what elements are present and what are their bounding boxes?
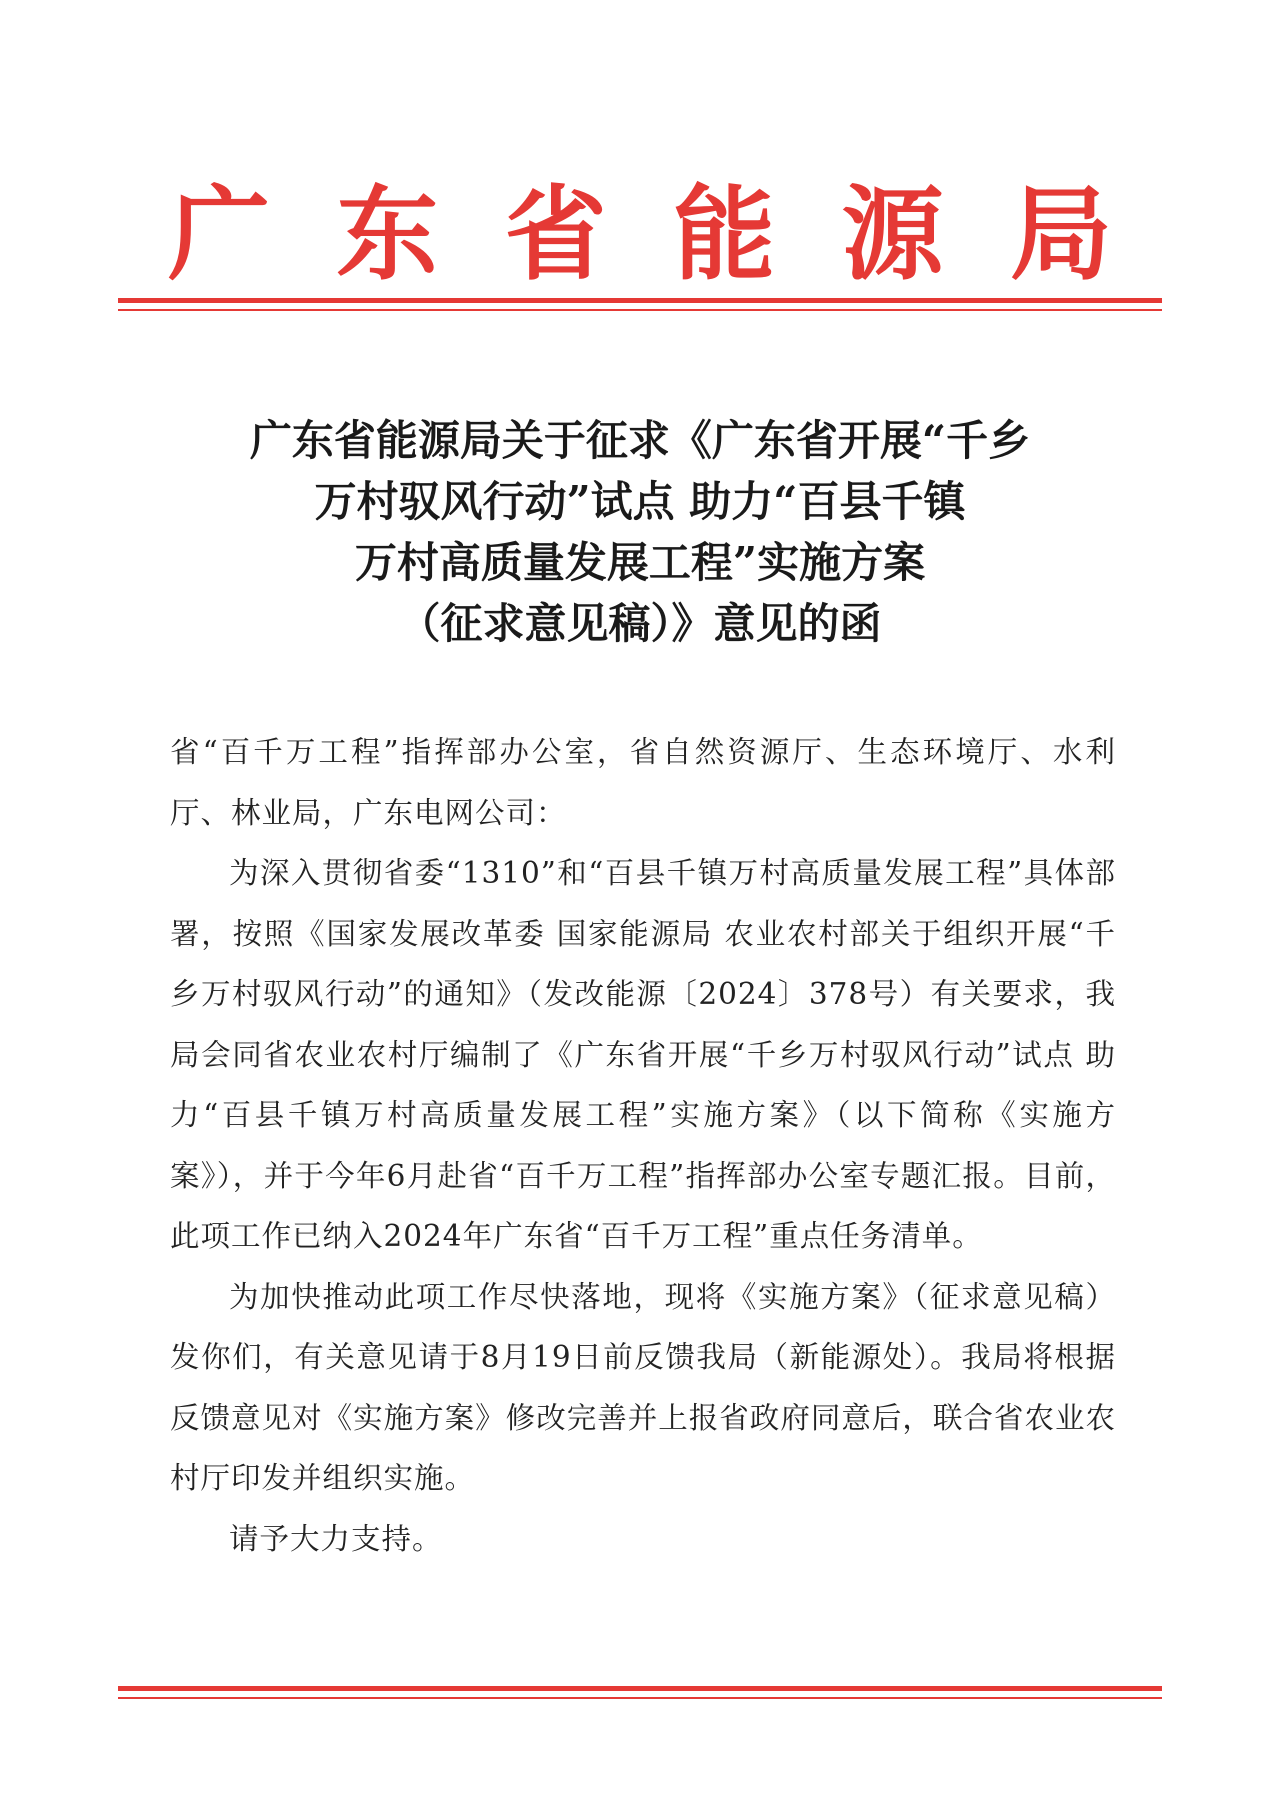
letterhead-rule-thick xyxy=(118,298,1162,303)
footer-rule-thin xyxy=(118,1697,1162,1699)
footer-rule-thick xyxy=(118,1686,1162,1691)
title-line-2: 万村驭风行动”试点 助力“百县千镇 xyxy=(314,477,966,526)
body-paragraph-1: 为深入贯彻省委“1310”和“百县千镇万村高质量发展工程”具体部署，按照《国家发展改革委 国家能源局 农业农村部关于组织开展“千乡万村驭风行动”的通知》（发改能源〔2024〕378号）有关要求，我局会同省农业农村厅编制了《广东省开展“千乡万村驭风行动”试点 助力“百县千镇万村高质量发展工程”实施方案》（以下简称《实施方案》），并于今年6月赴省“百千万工程”指挥部办公室专题汇报。目前，此项工作已纳入2024年广东省“百千万工程”重点任务清单。 xyxy=(170,856,1116,1253)
title-line-4: （征求意见稿）》意见的函 xyxy=(398,599,882,648)
title-line-1: 广东省能源局关于征求《广东省开展“千乡 xyxy=(249,416,1031,465)
letterhead-rule-thin xyxy=(118,309,1162,311)
document-title xyxy=(120,410,1160,654)
body-paragraph-2: 为加快推动此项工作尽快落地，现将《实施方案》（征求意见稿）发你们，有关意见请于8月19日前反馈我局（新能源处）。我局将根据反馈意见对《实施方案》修改完善并上报省政府同意后，联合省农业农村厅印发并组织实施。 xyxy=(170,1279,1116,1495)
document-body xyxy=(170,722,1116,1569)
letterhead-org-name: 广 东 省 能 源 局 xyxy=(168,175,1112,295)
title-line-3: 万村高质量发展工程”实施方案 xyxy=(354,538,926,587)
salutation: 省“百千万工程”指挥部办公室，省自然资源厅、生态环境厅、水利厅、林业局，广东电网公司： xyxy=(170,735,1116,830)
closing-line: 请予大力支持。 xyxy=(229,1521,443,1556)
